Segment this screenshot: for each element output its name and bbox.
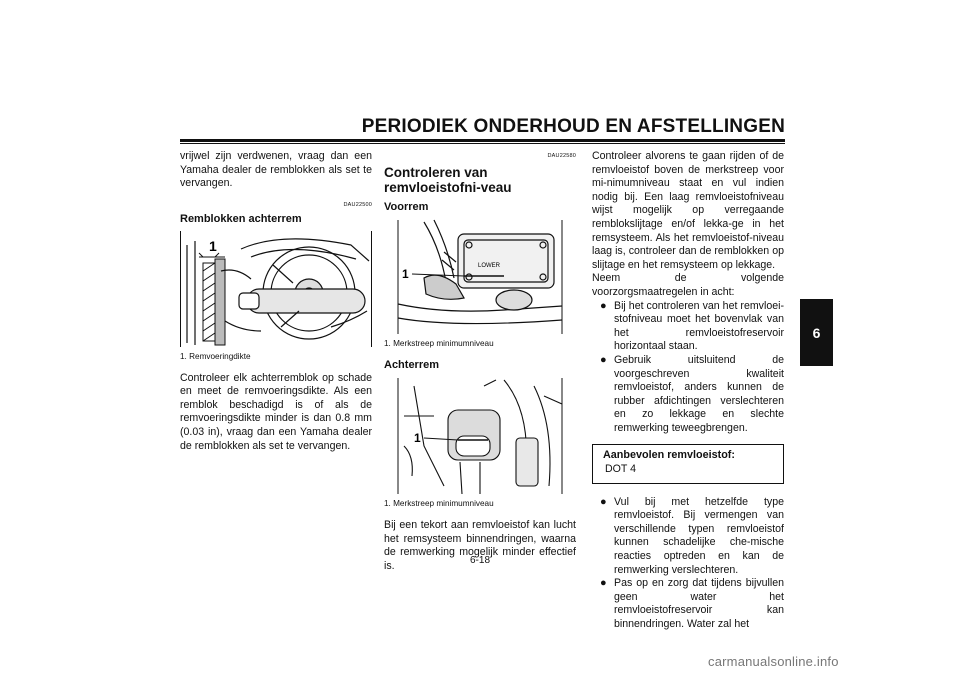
precautions-list <box>592 300 784 436</box>
figure-callout-1: 1 <box>402 267 409 282</box>
figure-caption-rear: 1. Merkstreep minimumniveau <box>384 499 494 509</box>
bullet-icon: ● <box>600 353 607 366</box>
figure-callout-1: 1 <box>414 431 421 446</box>
check-paragraph: Controleer alvorens te gaan rijden of de remvloeistof boven de merkstreep voor mi-nimumniveau staat en vul indien nodig bij. Een laag remvloeistofniveau wijst mogelijk op verregaande remblokslijtage en/of lekka-ge in het remsysteem. Als het remvloeistof-niveau laag is, controleer dan de remblokken op slijtage en het remsysteem op lekkage. <box>592 150 784 271</box>
list-item: ● Vul bij met hetzelfde type remvloeistof. Bij vermengen van verschillende typen remvloeistof kunnen schadelijke che-mische reacties optreden en kan de remwerking verslechteren. <box>600 495 784 576</box>
column-left <box>180 150 372 453</box>
air-warning-paragraph: Bij een tekort aan remvloeistof kan lucht het remsysteem binnendringen, waarna de remwerking mogelijk minder effectief is. <box>384 518 576 572</box>
brake-pad-illustration <box>181 231 371 347</box>
spec-title: Aanbevolen remvloeistof: <box>603 449 735 462</box>
page-header-title: PERIODIEK ONDERHOUD EN AFSTELLINGEN <box>361 116 785 137</box>
figure-callout-1: 1 <box>209 237 217 254</box>
section-code: DAU22580 <box>547 153 576 159</box>
list-item: ● Pas op en zorg dat tijdens bijvullen geen water het remvloeistofreservoir kan binnendringen. Water zal het <box>600 577 784 630</box>
section-title: Controleren van remvloeistofni-veau <box>384 164 512 195</box>
bullet-icon: ● <box>600 577 607 590</box>
list-item: ● Gebruik uitsluitend de voorgeschreven kwaliteit remvloeistof, anders kunnen de rubber afdichtingen verslechteren en zo lekkage en slechte remwerking teweegbrengen. <box>600 353 784 434</box>
column-middle <box>384 150 576 573</box>
header-rule-thin <box>180 143 785 144</box>
bullet-icon: ● <box>600 495 607 508</box>
rear-reservoir-illustration <box>384 376 576 494</box>
figure-front-reservoir <box>384 218 576 334</box>
front-reservoir-illustration <box>384 218 576 334</box>
subheading-front-brake: Voorrem <box>384 200 429 213</box>
precautions-lead: Neem de volgende voorzorgsmaatregelen in acht: <box>592 272 784 298</box>
page-number: 6-18 <box>469 555 490 566</box>
header-rule <box>180 139 785 142</box>
watermark-text[interactable]: carmanualsonline.info <box>708 654 839 669</box>
spec-value: DOT 4 <box>605 463 637 476</box>
intro-paragraph: vrijwel zijn verdwenen, vraag dan een Yamaha dealer de remblokken als set te vervangen. <box>180 150 372 190</box>
recommended-fluid-box <box>592 444 784 483</box>
lower-mark-label: LOWER <box>478 263 501 270</box>
figure-brake-pad-thickness <box>180 231 372 347</box>
subheading-rear-brake: Achterrem <box>384 358 440 371</box>
bullet-icon: ● <box>600 299 607 312</box>
section-code: DAU22500 <box>343 201 372 208</box>
figure-caption-front: 1. Merkstreep minimumniveau <box>384 339 494 349</box>
figure-rear-reservoir <box>384 376 576 494</box>
list-item: ● Bij het controleren van het remvloei-stofniveau moet het bovenvlak van het remvloeistofreservoir horizontaal staan. <box>600 299 784 353</box>
rear-pads-paragraph: Controleer elk achterremblok op schade en meet de remvoeringsdikte. Als een remblok beschadigd is of als de remvoeringsdikte minder is dan 0.8 mm (0.03 in), vraag dan een Yamaha dealer de remblokken als set te vervangen. <box>180 371 372 452</box>
chapter-tab: 6 <box>800 299 833 366</box>
subheading-rear-pads: Remblokken achterrem <box>180 213 302 226</box>
figure-caption: 1. Remvoeringdikte <box>180 351 251 361</box>
